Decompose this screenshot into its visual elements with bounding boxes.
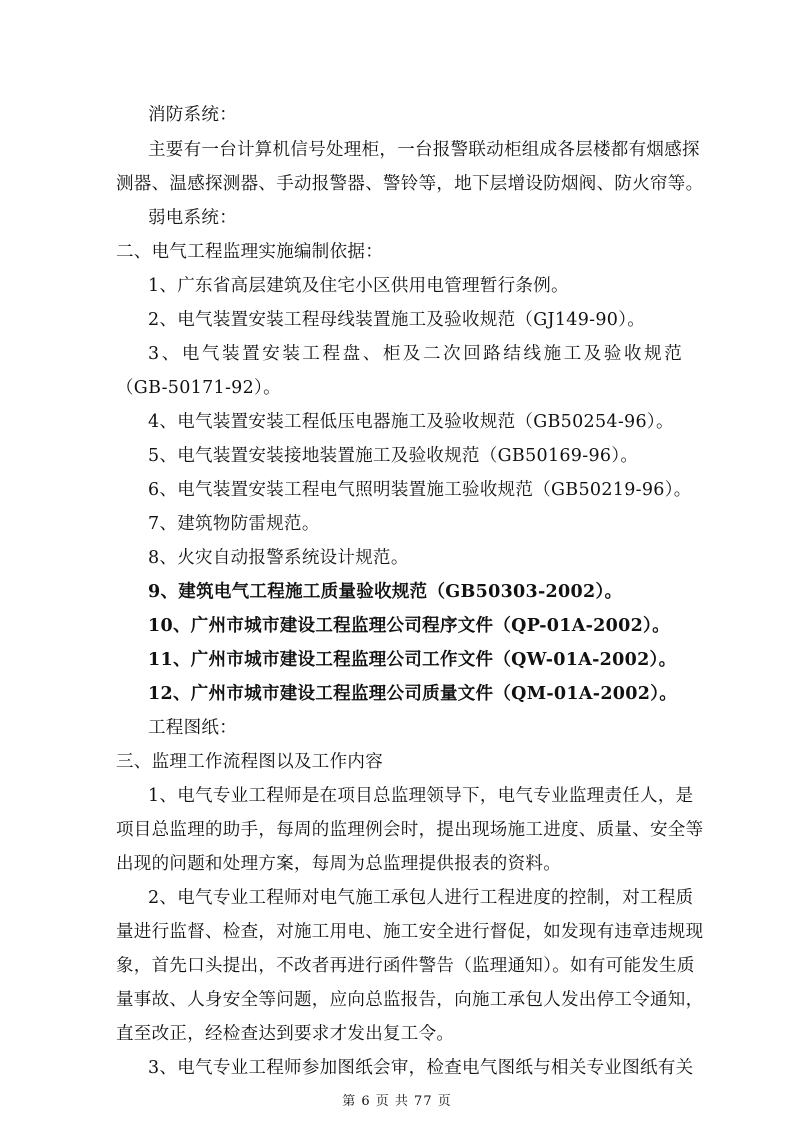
paragraph-line: 象，首先口头提出，不改者再进行函件警告（监理通知）。如有可能发生质 <box>116 956 695 976</box>
paragraph-line: 直至改正，经检查达到要求才发出复工令。 <box>116 1024 455 1044</box>
paragraph-line: 2、电气专业工程师对电气施工承包人进行工程进度的控制，对工程质 <box>148 888 694 908</box>
page-number-footer: 第 6 页 共 77 页 <box>342 1094 452 1109</box>
paragraph-line: 量进行监督、检查，对施工用电、施工安全进行督促，如发现有违章违规现 <box>116 922 704 942</box>
paragraph-line: 3、电气专业工程师参加图纸会审，检查电气图纸与相关专业图纸有关 <box>148 1058 694 1078</box>
heading-fire-system: 消防系统： <box>148 105 237 125</box>
list-item: 2、电气装置安装工程母线装置施工及验收规范（GJ149-90）。 <box>148 310 646 330</box>
section-heading-2: 二、电气工程监理实施编制依据： <box>116 242 383 262</box>
heading-weak-current-system: 弱电系统： <box>148 208 237 228</box>
list-item: 7、建筑物防雷规范。 <box>148 514 320 534</box>
list-item: 8、火灾自动报警系统设计规范。 <box>148 548 409 568</box>
list-item: 9、建筑电气工程施工质量验收规范（GB50303-2002）。 <box>148 582 623 602</box>
list-item: 6、电气装置安装工程电气照明装置施工验收规范（GB50219-96）。 <box>148 480 692 500</box>
list-item-continuation: （GB-50171-92）。 <box>116 378 281 398</box>
list-item: 3、电气装置安装工程盘、柜及二次回路结线施工及验收规范 <box>148 344 682 364</box>
list-item: 10、广州市城市建设工程监理公司程序文件（QP-01A-2002）。 <box>148 616 670 636</box>
list-item: 12、广州市城市建设工程监理公司质量文件（QM-01A-2002）。 <box>148 684 678 704</box>
paragraph-line: 测器、温感探测器、手动报警器、警铃等，地下层增设防烟阀、防火帘等。 <box>116 174 704 194</box>
list-item: 5、电气装置安装接地装置施工及验收规范（GB50169-96）。 <box>148 446 639 466</box>
paragraph-line: 量事故、人身安全等问题，应向总监报告，向施工承包人发出停工令通知， <box>116 990 704 1010</box>
paragraph-line: 1、电气专业工程师是在项目总监理领导下，电气专业监理责任人，是 <box>148 786 694 806</box>
heading-drawings: 工程图纸： <box>148 718 237 738</box>
list-item: 4、电气装置安装工程低压电器施工及验收规范（GB50254-96）。 <box>148 412 674 432</box>
list-item: 11、广州市城市建设工程监理公司工作文件（QW-01A-2002）。 <box>148 650 677 670</box>
paragraph-line: 出现的问题和处理方案，每周为总监理提供报表的资料。 <box>116 854 561 874</box>
paragraph-line: 项目总监理的助手，每周的监理例会时，提出现场施工进度、质量、安全等 <box>116 820 704 840</box>
section-heading-3: 三、监理工作流程图以及工作内容 <box>116 752 383 772</box>
list-item: 1、广东省高层建筑及住宅小区供用电管理暂行条例。 <box>148 276 569 296</box>
paragraph-line: 主要有一台计算机信号处理柜，一台报警联动柜组成各层楼都有烟感探 <box>148 140 700 160</box>
